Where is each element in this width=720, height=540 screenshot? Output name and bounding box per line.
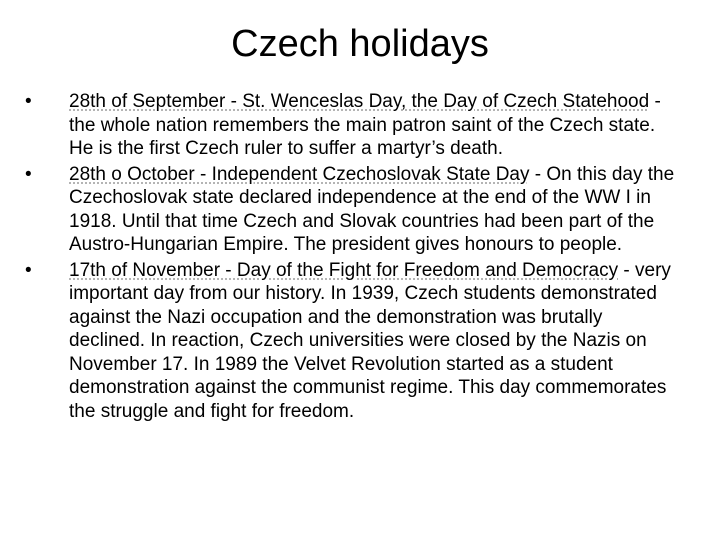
bullet-icon: • (25, 259, 32, 281)
bullet-heading: 17th of November - Day of the Fight for Freedom and Democracy (69, 259, 619, 281)
bullet-heading: 28th o October - Independent Czechoslovak State Day (69, 163, 530, 185)
bullet-item-november (25, 259, 680, 424)
bullet-text: - the whole nation remembers the main patron saint of the Czech state. He is the first Czech ruler to suffer a martyr’s death. (69, 91, 661, 159)
bullet-item-october (25, 163, 680, 257)
bullet-heading: 28th of September - St. Wenceslas Day, the Day of Czech Statehood (69, 91, 650, 112)
bullet-icon: • (25, 163, 32, 185)
bullet-text: - very important day from our history. In 1939, Czech students demonstrated against the Nazi occupation and the demonstration was brutally declined. In reaction, Czech universities were closed by the Nazis on November 17. In 1989 the Velvet Revolution started as a student demonstration against the communist regime. This day commemorates the struggle and fight for freedom. (69, 259, 671, 422)
slide-title: Czech holidays (231, 23, 489, 65)
bullet-icon: • (25, 91, 32, 112)
bullet-item-september (25, 90, 680, 161)
bullet-list (25, 90, 680, 425)
bullet-text: - On this day the Czechoslovak state declared independence at the end of the WW I in 1918. Until that time Czech and Slovak countries had been part of the Austro‑Hungarian Empire. The president gives honours to people. (69, 163, 675, 255)
